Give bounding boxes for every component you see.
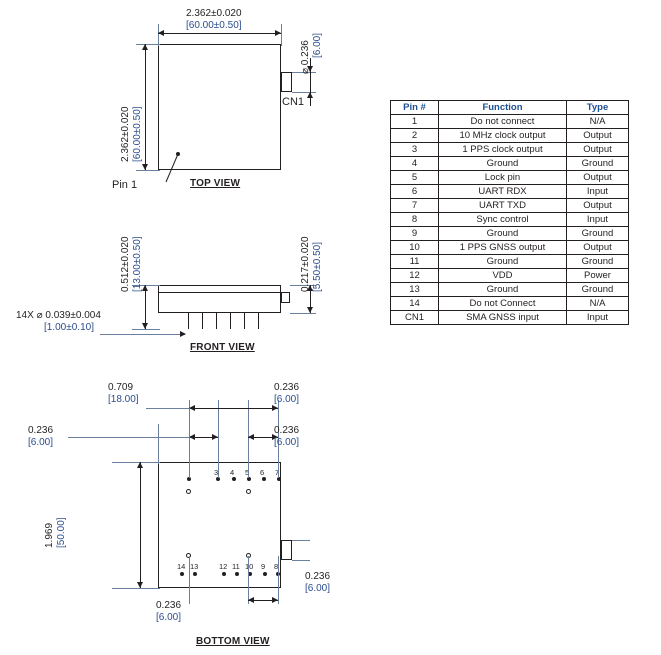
bv-dim-d-mm: [6.00] <box>274 437 300 448</box>
pin1-leader <box>150 150 184 186</box>
bv-dim-a-line <box>189 408 278 409</box>
table-row <box>391 297 629 311</box>
table-row <box>391 283 629 297</box>
bv-right-ext-bottom <box>292 560 310 561</box>
pad-label-7: 7 <box>275 468 280 477</box>
table-row <box>391 311 629 325</box>
topview-height-arrow-up <box>142 44 148 50</box>
pad-label-13: 13 <box>190 562 199 571</box>
topview-width-arrow-left <box>158 30 164 36</box>
topview-ext-bottom <box>136 170 160 171</box>
bv-h-ext-bottom <box>112 588 160 589</box>
bv-dim-d-in: 0.236 <box>274 425 300 436</box>
bv-dim-c-in: 0.236 <box>28 425 54 436</box>
table-cell: N/A <box>567 297 629 311</box>
front-height-in: 0.512±0.020 <box>120 236 131 292</box>
table-cell: 12 <box>391 269 439 283</box>
top-width-mm: [60.00±0.50] <box>186 20 242 31</box>
table-cell: SMA GNSS input <box>439 311 567 325</box>
pad-label-9: 9 <box>261 562 266 571</box>
table-cell: VDD <box>439 269 567 283</box>
table-cell: 1 PPS clock output <box>439 143 567 157</box>
pad-label-11: 11 <box>232 562 240 571</box>
table-cell: Output <box>567 143 629 157</box>
bv-height-arrow-down <box>137 582 143 588</box>
table-cell: Do not connect <box>439 115 567 129</box>
bv-dim-a-leader <box>146 408 190 409</box>
bv-dim-b-mm: [6.00] <box>274 394 300 405</box>
front-view-body <box>158 285 281 313</box>
table-cell: Ground <box>567 227 629 241</box>
pad-pin <box>193 572 197 576</box>
table-cell: CN1 <box>391 311 439 325</box>
cn1-dia-mm: [6.00] <box>312 32 323 58</box>
bv-right-ext-top <box>292 540 310 541</box>
pindia-arrow <box>180 331 186 337</box>
pad-pin-ring <box>186 489 191 494</box>
table-cell: Ground <box>439 255 567 269</box>
top-height-mm: [60.00±0.50] <box>132 106 143 162</box>
front-body-in: 0.217±0.020 <box>300 236 311 292</box>
table-cell: Sync control <box>439 213 567 227</box>
table-cell: Input <box>567 311 629 325</box>
front-height-arrow-down <box>142 323 148 329</box>
front-view-top-band <box>158 292 281 293</box>
topview-height-arrow-down <box>142 164 148 170</box>
pad-pin <box>222 572 226 576</box>
table-row <box>391 157 629 171</box>
table-cell: Output <box>567 129 629 143</box>
pin-dia-qty: 14X ⌀ 0.039±0.004 <box>16 310 101 321</box>
bv-dim-f-mm: [6.00] <box>305 583 331 594</box>
header-function: Function <box>439 101 567 115</box>
front-body-arrow-down <box>307 307 313 313</box>
cn1-label: CN1 <box>282 96 305 108</box>
bv-dim-c-leader <box>68 437 190 438</box>
bv-low-ext-1 <box>189 556 190 604</box>
bv-dim-e-mm: [6.00] <box>156 612 182 623</box>
pin-function-table <box>390 100 629 325</box>
bv-ext-5 <box>158 424 159 464</box>
topview-width-dimline <box>158 33 281 34</box>
table-cell: 10 <box>391 241 439 255</box>
top-height-in: 2.362±0.020 <box>120 106 131 162</box>
table-cell: Input <box>567 185 629 199</box>
front-body-mm: [5.50±0.50] <box>312 242 323 292</box>
pad-label-14: 14 <box>177 562 186 571</box>
bv-dim-f-in: 0.236 <box>305 571 331 582</box>
front-body-ext-bottom <box>290 313 316 314</box>
pad-pin <box>263 572 267 576</box>
table-cell: 1 <box>391 115 439 129</box>
table-row <box>391 241 629 255</box>
table-cell: 10 MHz clock output <box>439 129 567 143</box>
bv-height-in: 1.969 <box>44 522 55 548</box>
table-cell: 14 <box>391 297 439 311</box>
pindia-leader <box>100 334 185 335</box>
bv-dim-c-mm: [6.00] <box>28 437 54 448</box>
pad-pin <box>262 477 266 481</box>
table-row <box>391 255 629 269</box>
table-row <box>391 143 629 157</box>
pad-label-8: 8 <box>274 562 279 571</box>
table-cell: 4 <box>391 157 439 171</box>
table-cell: Output <box>567 171 629 185</box>
cn1-connector-front <box>281 292 290 303</box>
table-cell: Ground <box>439 157 567 171</box>
top-width-in: 2.362±0.020 <box>186 8 242 19</box>
pad-pin-ring <box>246 489 251 494</box>
table-cell: Lock pin <box>439 171 567 185</box>
table-row <box>391 171 629 185</box>
table-row <box>391 213 629 227</box>
table-cell: 6 <box>391 185 439 199</box>
cn1-dia-in: ⌀ 0.236 <box>300 40 311 74</box>
table-cell: 3 <box>391 143 439 157</box>
front-height-mm: [13.00±0.50] <box>132 236 143 292</box>
topview-ext-top <box>136 44 160 45</box>
table-cell: 13 <box>391 283 439 297</box>
bv-h-ext-top <box>112 462 160 463</box>
table-cell: Ground <box>439 227 567 241</box>
table-cell: Power <box>567 269 629 283</box>
table-cell: Ground <box>567 157 629 171</box>
pad-label-5: 5 <box>245 468 250 477</box>
table-row <box>391 269 629 283</box>
table-row <box>391 129 629 143</box>
top-view-label: TOP VIEW <box>190 178 241 189</box>
table-cell: Do not Connect <box>439 297 567 311</box>
table-row <box>391 199 629 213</box>
table-cell: Output <box>567 199 629 213</box>
bv-ext-2 <box>218 400 219 478</box>
table-cell: 7 <box>391 199 439 213</box>
table-cell: 1 PPS GNSS output <box>439 241 567 255</box>
table-cell: Output <box>567 241 629 255</box>
bv-dim-b-in: 0.236 <box>274 382 300 393</box>
bv-dim-c-arrow-r <box>212 434 218 440</box>
bottom-view-label: BOTTOM VIEW <box>196 636 270 647</box>
table-cell: 11 <box>391 255 439 269</box>
table-cell: Ground <box>439 283 567 297</box>
pad-label-12: 12 <box>219 562 228 571</box>
bv-dim-d-arrow-l <box>248 434 254 440</box>
topview-ext-right <box>281 24 282 46</box>
lead-pin <box>216 313 217 329</box>
table-cell: UART RDX <box>439 185 567 199</box>
table-cell: Ground <box>567 255 629 269</box>
table-cell: N/A <box>567 115 629 129</box>
table-cell: 2 <box>391 129 439 143</box>
lead-pin <box>188 313 189 329</box>
bv-dim-e-in: 0.236 <box>156 600 182 611</box>
table-cell: 5 <box>391 171 439 185</box>
pin-1-label: Pin 1 <box>112 179 138 191</box>
pad-label-6: 6 <box>260 468 265 477</box>
table-cell: UART TXD <box>439 199 567 213</box>
front-ext-bottom <box>132 329 160 330</box>
table-header-row <box>391 101 629 115</box>
pad-pin <box>180 572 184 576</box>
table-cell: 8 <box>391 213 439 227</box>
header-type: Type <box>567 101 629 115</box>
table-cell: Input <box>567 213 629 227</box>
cn1-arrow-bottom <box>307 92 313 98</box>
pin-dia-mm: [1.00±0.10] <box>44 322 94 333</box>
lead-pin <box>258 313 259 329</box>
bv-low-arrow-r <box>272 597 278 603</box>
bv-low-ext-3 <box>278 556 279 604</box>
bv-height-mm: [50.00] <box>56 517 67 548</box>
header-pin-number: Pin # <box>391 101 439 115</box>
pad-pin <box>232 477 236 481</box>
lead-pin <box>244 313 245 329</box>
lead-pin <box>202 313 203 329</box>
pad-pin <box>235 572 239 576</box>
cn1-connector-top <box>281 72 292 92</box>
pad-label-4: 4 <box>230 468 235 477</box>
bv-dim-a-in: 0.709 <box>108 382 134 393</box>
cn1-connector-bottom <box>281 540 292 560</box>
front-view-label: FRONT VIEW <box>190 342 255 353</box>
bv-dim-a-mm: [18.00] <box>108 394 139 405</box>
table-row <box>391 115 629 129</box>
topview-height-dimline <box>145 44 146 170</box>
table-row <box>391 185 629 199</box>
bv-low-arrow-l <box>248 597 254 603</box>
pad-label-3: 3 <box>214 468 219 477</box>
bv-height-dimline <box>140 462 141 588</box>
lead-pin <box>230 313 231 329</box>
table-cell: 9 <box>391 227 439 241</box>
table-cell: Ground <box>567 283 629 297</box>
pad-label-10: 10 <box>245 562 254 571</box>
bv-height-arrow-up <box>137 462 143 468</box>
table-row <box>391 227 629 241</box>
topview-width-arrow-right <box>275 30 281 36</box>
